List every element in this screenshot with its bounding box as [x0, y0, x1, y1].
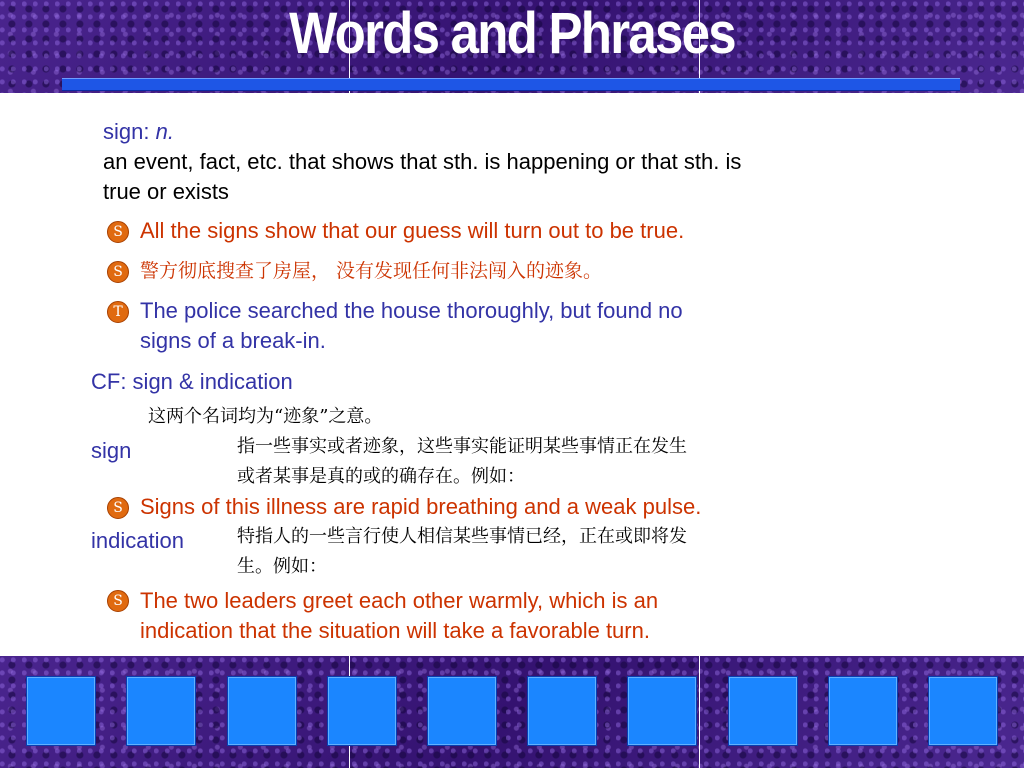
footer-square	[227, 676, 297, 746]
indication-description-line-1: 特指人的一些言行使人相信某些事情已经，正在或即将发	[237, 526, 687, 547]
footer-square	[828, 676, 898, 746]
footer-square	[327, 676, 397, 746]
footer-square	[527, 676, 597, 746]
compare-heading: CF: sign & indication	[91, 369, 293, 394]
entry-part-of-speech: n.	[155, 119, 174, 144]
compare-term-indication: indication	[91, 528, 184, 553]
footer-square	[427, 676, 497, 746]
translation-badge-icon: T	[107, 301, 129, 323]
entry-headword	[103, 117, 174, 147]
entry-definition-line-1: an event, fact, etc. that shows that sth. is happening or that sth. is	[103, 149, 742, 174]
indication-example-line-2: indication that the situation will take a favorable turn.	[140, 618, 650, 643]
footer-square	[26, 676, 96, 746]
indication-description-line-2: 生。例如：	[237, 556, 327, 577]
entry-word: sign:	[103, 119, 150, 144]
compare-note: 这两个名词均为“迹象”之意。	[148, 406, 383, 427]
slide-title: Words and Phrases	[289, 1, 735, 66]
title-underline	[62, 78, 960, 91]
footer-square	[728, 676, 798, 746]
sentence-badge-icon: S	[107, 261, 129, 283]
indication-example-line-1: The two leaders greet each other warmly, which is an	[140, 588, 659, 613]
footer-square	[928, 676, 998, 746]
sign-description-line-2: 或者某事是真的或的确存在。例如：	[237, 466, 525, 487]
sign-description-line-1: 指一些事实或者迹象，这些事实能证明某些事情正在发生	[237, 436, 687, 457]
example-translation-line-1: The police searched the house thoroughly, but found no	[140, 298, 683, 323]
footer-square	[627, 676, 697, 746]
footer-square	[126, 676, 196, 746]
footer-divider-line	[699, 656, 700, 768]
sentence-badge-icon: S	[107, 221, 129, 243]
sentence-badge-icon: S	[107, 590, 129, 612]
entry-definition-line-2: true or exists	[103, 179, 229, 204]
example-translation-zh: 警方彻底搜查了房屋， 没有发现任何非法闯入的迹象。	[140, 260, 603, 282]
example-translation-line-2: signs of a break-in.	[140, 328, 326, 353]
example-sentence: All the signs show that our guess will turn out to be true.	[140, 218, 685, 243]
compare-term-sign: sign	[91, 438, 132, 463]
sign-example-sentence: Signs of this illness are rapid breathing and a weak pulse.	[140, 494, 702, 519]
sentence-badge-icon: S	[107, 497, 129, 519]
